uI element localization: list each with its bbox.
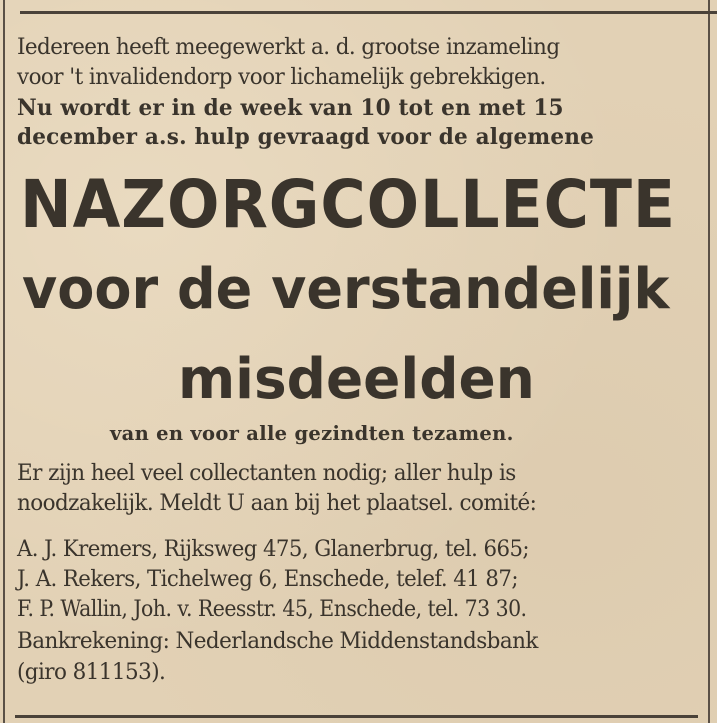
appeal-line-1: Er zijn heel veel collectanten nodig; aller hulp is <box>17 460 516 486</box>
intro-line-2: voor 't invalidendorp voor lichamelijk gebrekkigen. <box>17 64 546 90</box>
bank-account-line: Bankrekening: Nederlandsche Middenstandsbank <box>17 628 538 654</box>
top-rule <box>20 11 717 14</box>
contact-item: A. J. Kremers, Rijksweg 475, Glanerbrug, tel. 665; <box>17 536 530 562</box>
appeal-line-2: noodzakelijk. Meldt U aan bij het plaatsel. comité: <box>17 490 537 516</box>
headline-line-2: voor de verstandelijk <box>22 257 670 322</box>
announcement-line-1: Nu wordt er in de week van 10 tot en met 15 <box>17 95 564 121</box>
bottom-rule <box>15 715 698 718</box>
intro-line-1: Iedereen heeft meegewerkt a. d. grootse inzameling <box>17 34 560 60</box>
contact-item: F. P. Wallin, Joh. v. Reesstr. 45, Enschede, tel. 73 30. <box>17 596 527 622</box>
headline-title: NAZORGCOLLECTE <box>20 166 676 243</box>
subheading: van en voor alle gezindten tezamen. <box>110 422 514 445</box>
headline-line-3: misdeelden <box>178 347 535 412</box>
contact-item: J. A. Rekers, Tichelweg 6, Enschede, telef. 41 87; <box>17 566 518 592</box>
frame-border-left <box>3 0 5 723</box>
announcement-line-2: december a.s. hulp gevraagd voor de algemene <box>17 124 595 150</box>
frame-border-right <box>708 0 710 723</box>
giro-number-line: (giro 811153). <box>17 659 166 685</box>
